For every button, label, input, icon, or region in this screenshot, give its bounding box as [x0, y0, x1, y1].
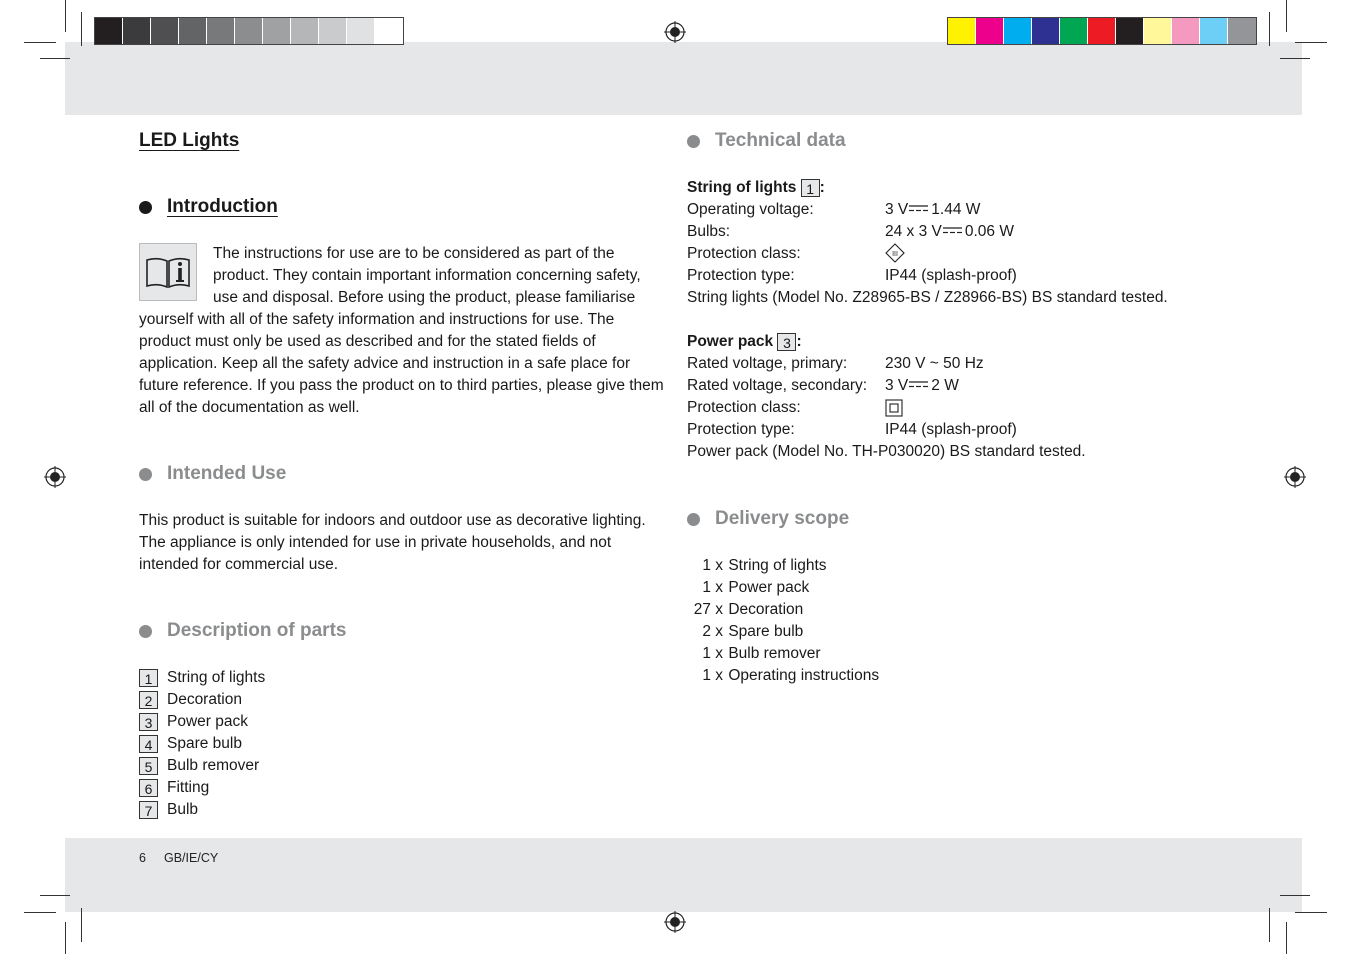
- spec-value: IP44 (splash-proof): [885, 267, 1017, 284]
- page-number: 6: [139, 851, 146, 865]
- header-grey-band: [65, 42, 1302, 115]
- color-swatch: [151, 18, 179, 44]
- part-label: String of lights: [167, 669, 266, 686]
- list-item: [139, 755, 666, 777]
- list-item: 27 x Decoration: [693, 601, 804, 618]
- color-swatch: [1032, 18, 1060, 44]
- crop-mark: [1286, 0, 1287, 32]
- spec-subheading: Power pack 3 :: [687, 333, 802, 351]
- spec-row: Protection type: IP44 (splash-proof): [687, 419, 1247, 441]
- footer-grey-band: [65, 838, 1302, 912]
- list-item: 1 x Bulb remover: [702, 645, 821, 662]
- list-item: [139, 799, 666, 821]
- right-column: [687, 128, 1247, 687]
- manual-info-icon: [139, 243, 197, 301]
- part-number: 2: [139, 691, 158, 709]
- spec-row: Protection class: III: [687, 243, 1247, 265]
- section-bullet-icon: [139, 468, 152, 481]
- list-item: [139, 667, 666, 689]
- registration-mark-icon: [1284, 466, 1306, 488]
- left-column: [139, 128, 666, 821]
- introduction-text: The instructions for use are to be considered as part of the product. They contain important information concerning safety, use and disposal. Before using the product, please familiarise yourself with all of the safety information and instructions for use. The product must only be used as described and for the stated fields of application. Keep all the safety advice and instruction in a safe place for future reference. If you pass the product on to third parties, please give them all of the documentation as well.: [139, 245, 664, 416]
- intended-use-heading: Intended Use: [139, 461, 666, 487]
- spec-row: Protection type: IP44 (splash-proof): [687, 265, 1247, 287]
- intended-use-text: This product is suitable for indoors and outdoor use as decorative lighting. The appliance is only intended for use in private households, and not intended for commercial use.: [139, 512, 646, 573]
- section-bullet-icon: [139, 625, 152, 638]
- color-swatch: [123, 18, 151, 44]
- part-number: 6: [139, 779, 158, 797]
- color-swatch: [1200, 18, 1228, 44]
- part-number: 4: [139, 735, 158, 753]
- spec-row: Protection class:: [687, 397, 1247, 419]
- svg-text:III: III: [892, 251, 898, 258]
- spec-row: Rated voltage, primary: 230 V ~ 50 Hz: [687, 353, 1247, 375]
- crop-mark: [40, 58, 70, 59]
- crop-mark: [1269, 908, 1270, 942]
- introduction-body: [139, 243, 666, 419]
- delivery-list: [687, 555, 1247, 687]
- crop-mark: [1280, 895, 1310, 896]
- color-swatch: [948, 18, 976, 44]
- crop-mark: [65, 0, 66, 32]
- technical-data-heading: Technical data: [687, 128, 1247, 154]
- spec-subheading: String of lights 1 :: [687, 179, 825, 197]
- color-swatch: [235, 18, 263, 44]
- part-number: 5: [139, 757, 158, 775]
- list-item: [139, 733, 666, 755]
- crop-mark: [81, 12, 82, 46]
- spec-note: String lights (Model No. Z28965-BS / Z28966-BS) BS standard tested.: [687, 289, 1168, 306]
- part-number: 3: [777, 333, 796, 351]
- list-item: [139, 777, 666, 799]
- direct-current-icon: [943, 227, 962, 234]
- part-label: Fitting: [167, 779, 210, 796]
- introduction-heading: Introduction: [139, 194, 666, 220]
- list-item: 1 x Operating instructions: [702, 667, 880, 684]
- part-number: 3: [139, 713, 158, 731]
- part-label: Spare bulb: [167, 735, 242, 752]
- registration-mark-icon: [44, 466, 66, 488]
- crop-mark: [81, 908, 82, 942]
- crop-mark: [40, 895, 70, 896]
- list-item: 1 x String of lights: [702, 557, 827, 574]
- spec-value: 3 V 1.44 W: [885, 201, 981, 218]
- color-swatch: [1004, 18, 1032, 44]
- section-bullet-icon: [687, 513, 700, 526]
- section-bullet-icon: [687, 135, 700, 148]
- color-swatch: [291, 18, 319, 44]
- language-codes: GB/IE/CY: [164, 851, 219, 865]
- color-swatch: [207, 18, 235, 44]
- color-swatch: [375, 18, 403, 44]
- crop-mark: [24, 42, 56, 43]
- color-swatch: [1228, 18, 1256, 44]
- spec-value: 3 V 2 W: [885, 377, 959, 394]
- color-swatch: [179, 18, 207, 44]
- crop-mark: [65, 922, 66, 954]
- color-swatch: [319, 18, 347, 44]
- crop-mark: [24, 912, 56, 913]
- registration-mark-icon: [664, 21, 686, 43]
- spec-row: Bulbs: 24 x 3 V 0.06 W: [687, 221, 1247, 243]
- color-swatch: [263, 18, 291, 44]
- crop-mark: [1295, 912, 1327, 913]
- color-swatch: [1172, 18, 1200, 44]
- crop-mark: [1269, 12, 1270, 46]
- section-bullet-icon: [139, 201, 152, 214]
- crop-mark: [1295, 42, 1327, 43]
- delivery-scope-heading: Delivery scope: [687, 506, 1247, 532]
- class-ii-double-square-icon: [885, 399, 903, 417]
- parts-list: [139, 667, 666, 821]
- spec-value: 24 x 3 V 0.06 W: [885, 223, 1014, 240]
- part-number: 1: [139, 669, 158, 687]
- color-swatch: [347, 18, 375, 44]
- part-label: Bulb: [167, 801, 199, 818]
- part-label: Bulb remover: [167, 757, 260, 774]
- part-label: Power pack: [167, 713, 248, 730]
- color-swatch: [1088, 18, 1116, 44]
- direct-current-icon: [909, 205, 928, 212]
- part-number: 7: [139, 801, 158, 819]
- string-of-lights-specs: [687, 177, 1247, 309]
- process-color-bar: [947, 17, 1257, 45]
- protection-class-iii-icon: [885, 243, 905, 263]
- registration-mark-icon: [664, 911, 686, 933]
- list-item: 1 x Power pack: [702, 579, 810, 596]
- list-item: 2 x Spare bulb: [702, 623, 804, 640]
- direct-current-icon: [909, 381, 928, 388]
- crop-mark: [1280, 58, 1310, 59]
- part-label: Decoration: [167, 691, 242, 708]
- grey-color-bar: [94, 17, 404, 45]
- spec-row: Rated voltage, secondary: 3 V 2 W: [687, 375, 1247, 397]
- list-item: [139, 711, 666, 733]
- color-swatch: [1060, 18, 1088, 44]
- part-number: 1: [801, 179, 820, 197]
- spec-value: IP44 (splash-proof): [885, 421, 1017, 438]
- list-item: [139, 689, 666, 711]
- spec-row: Operating voltage: 3 V 1.44 W: [687, 199, 1247, 221]
- description-of-parts-heading: Description of parts: [139, 618, 666, 644]
- crop-mark: [1286, 922, 1287, 954]
- document-title: LED Lights: [139, 130, 240, 151]
- color-swatch: [1144, 18, 1172, 44]
- spec-value: 230 V ~ 50 Hz: [885, 355, 984, 372]
- spec-note: Power pack (Model No. TH-P030020) BS standard tested.: [687, 443, 1086, 460]
- color-swatch: [976, 18, 1004, 44]
- color-swatch: [1116, 18, 1144, 44]
- power-pack-specs: [687, 331, 1247, 463]
- color-swatch: [95, 18, 123, 44]
